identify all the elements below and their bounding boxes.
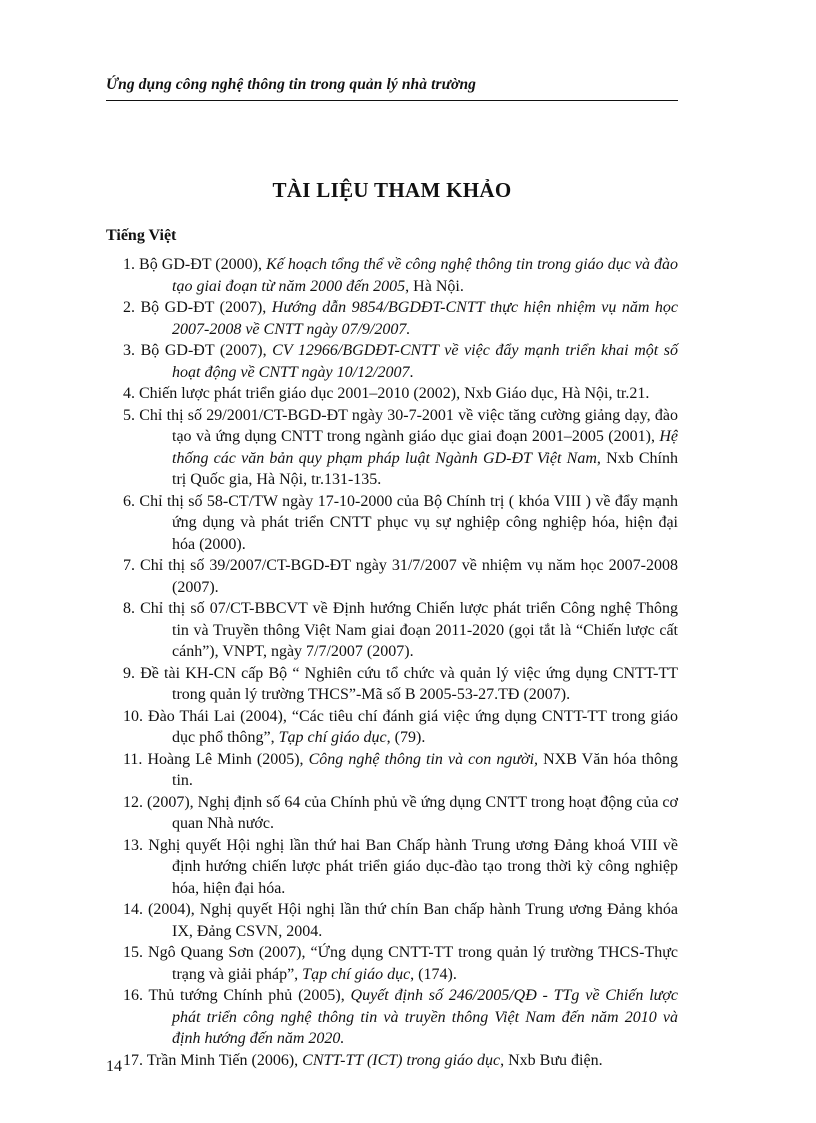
reference-text: 4. Chiến lược phát triển giáo dục 2001–2010 (2002), Nxb Giáo dục, Hà Nội, tr.21. — [123, 385, 650, 402]
reference-item — [106, 491, 678, 556]
reference-text: 14. (2004), Nghị quyết Hội nghị lần thứ chín Ban chấp hành Trung ương Đảng khóa IX, Đảng CSVN, 2004. — [123, 901, 678, 940]
reference-text: . — [409, 363, 414, 381]
reference-text: 16. Thủ tướng Chính phủ (2005), — [123, 987, 351, 1004]
section-heading: Tiếng Việt — [106, 227, 177, 244]
reference-text: , Nxb Chính trị Quốc gia, Hà Nội, tr.131-135. — [172, 449, 679, 488]
reference-item — [106, 835, 678, 900]
reference-text: 17. Trần Minh Tiến (2006), — [123, 1051, 303, 1069]
reference-text: , Nxb Bưu điện. — [500, 1051, 603, 1069]
reference-title-italic: Hướng dẫn 9854/BGDĐT-CNTT thực hiện nhiệm vụ năm học 2007-2008 về CNTT ngày 07/9/2007. — [172, 299, 678, 338]
reference-title-italic: Công nghệ thông tin và con người, — [308, 750, 539, 768]
reference-item — [106, 706, 678, 749]
page-number: 14 — [106, 1058, 122, 1075]
reference-text: 10. Đào Thái Lai (2004), “Các tiêu chí đánh giá việc ứng dụng CNTT-TT trong giáo dục phổ thông”, — [123, 707, 678, 746]
reference-text: 2. Bộ GD-ĐT (2007), — [123, 299, 272, 316]
reference-item — [106, 598, 678, 663]
reference-title-italic: Tạp chí giáo dục — [302, 965, 411, 983]
reference-text: 11. Hoàng Lê Minh (2005), — [123, 750, 309, 768]
reference-item — [106, 663, 678, 706]
reference-item — [106, 254, 678, 297]
reference-text: 15. Ngô Quang Sơn (2007), “Ứng dụng CNTT-TT trong quản lý trường THCS-Thực trạng và giải pháp”, — [123, 944, 678, 983]
reference-item — [106, 985, 678, 1050]
reference-title-italic: Tạp chí giáo dục — [278, 729, 387, 746]
reference-text: , Hà Nội. — [405, 277, 464, 295]
reference-text: 12. (2007), Nghị định số 64 của Chính phủ về ứng dụng CNTT trong hoạt động của cơ quan Nhà nước. — [123, 793, 678, 832]
reference-text: 7. Chỉ thị số 39/2007/CT-BGD-ĐT ngày 31/7/2007 về nhiệm vụ năm học 2007-2008 (2007). — [123, 557, 678, 596]
reference-text: 5. Chỉ thị số 29/2001/CT-BGD-ĐT ngày 30-7-2001 về việc tăng cường giảng dạy, đào tạo và ứng dụng CNTT trong ngành giáo dục giai đoạn 2001–2005 (2001), — [123, 406, 678, 445]
header-rule — [106, 100, 678, 101]
reference-item — [106, 383, 678, 405]
reference-text: 13. Nghị quyết Hội nghị lần thứ hai Ban Chấp hành Trung ương Đảng khoá VIII về định hướng chiến lược phát triển giáo dục-đào tạo trong thời kỳ công nghiệp hóa, hiện đại hóa. — [123, 836, 678, 897]
reference-item — [106, 1050, 678, 1072]
reference-title-italic: CV 12966/BGDĐT-CNTT về việc đẩy mạnh triển khai một số hoạt động về CNTT ngày 10/12/2007 — [172, 342, 679, 381]
reference-text: 6. Chỉ thị số 58-CT/TW ngày 17-10-2000 của Bộ Chính trị ( khóa VIII ) về đẩy mạnh ứng dụng và phát triển CNTT phục vụ sự nghiệp công nghiệp hóa, hiện đại hóa (2000). — [123, 492, 678, 553]
reference-item — [106, 297, 678, 340]
reference-title-italic: Kế hoạch tổng thể về công nghệ thông tin trong giáo dục và đào tạo giai đoạn từ năm 2000 đến 2005 — [172, 256, 678, 295]
page-title: TÀI LIỆU THAM KHẢO — [272, 178, 512, 202]
reference-title-italic: Quyết định số 246/2005/QĐ - TTg về Chiến lược phát triển công nghệ thông tin và truyền thông Việt Nam đến năm 2010 và định hướng đến năm 2020. — [172, 987, 679, 1047]
reference-text: , (174). — [410, 965, 457, 983]
reference-text: 3. Bộ GD-ĐT (2007), — [123, 342, 273, 359]
reference-text: 9. Đề tài KH-CN cấp Bộ “ Nghiên cứu tổ chức và quản lý việc ứng dụng CNTT-TT trong quản lý trường THCS”-Mã số B 2005-53-27.TĐ (2007). — [123, 664, 678, 703]
reference-title-italic: CNTT-TT (ICT) trong giáo dục — [302, 1051, 501, 1069]
reference-item — [106, 749, 678, 792]
reference-text: , (79). — [386, 729, 426, 746]
reference-title-italic: Hệ thống các văn bản quy phạm pháp luật Ngành GD-ĐT Việt Nam — [172, 428, 678, 467]
reference-item — [106, 899, 678, 942]
reference-text: NXB Văn hóa thông tin. — [172, 750, 679, 789]
reference-text: 8. Chỉ thị số 07/CT-BBCVT về Định hướng Chiến lược phát triển Công nghệ Thông tin và Truyền thông Việt Nam giai đoạn 2011-2020 (gọi tắt là “Chiến lược cất cánh”), VNPT, ngày 7/7/2007 (2007). — [123, 600, 678, 660]
reference-item — [106, 792, 678, 835]
reference-list — [106, 254, 678, 1071]
reference-item — [106, 340, 678, 383]
reference-item — [106, 942, 678, 985]
running-header: Ứng dụng công nghệ thông tin trong quản lý nhà trường — [106, 76, 477, 93]
reference-text: 1. Bộ GD-ĐT (2000), — [123, 256, 267, 273]
reference-item — [106, 555, 678, 598]
reference-item — [106, 405, 678, 491]
